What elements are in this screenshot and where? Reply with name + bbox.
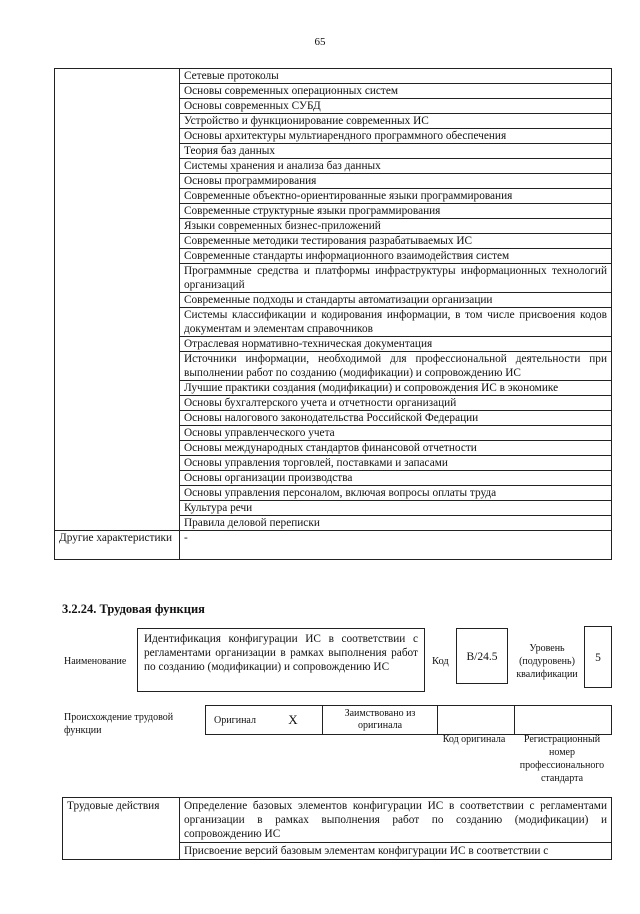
borrowed-label: Заимствовано из оригинала <box>323 706 438 735</box>
original-mark: X <box>264 706 323 735</box>
knowledge-item: Программные средства и платформы инфраструктуры информационных технологий организаций <box>180 264 612 293</box>
original-label: Оригинал <box>206 706 265 735</box>
knowledge-row <box>55 69 612 84</box>
knowledge-item: Современные объектно-ориентированные языки программирования <box>180 189 612 204</box>
section-title: 3.2.24. Трудовая функция <box>62 602 205 616</box>
knowledge-item: Основы программирования <box>180 174 612 189</box>
knowledge-label-cell <box>55 69 180 531</box>
knowledge-item: Основы управленческого учета <box>180 426 612 441</box>
reg-number-caption: Регистрационный номер профессионального стандарта <box>519 734 605 784</box>
other-characteristics-value: - <box>180 531 612 560</box>
knowledge-table <box>54 68 612 560</box>
code-original-caption: Код оригинала <box>442 734 506 745</box>
level-label: Уровень (подуровень) квалификации <box>516 643 578 680</box>
function-code-box: B/24.5 <box>456 628 508 684</box>
knowledge-item: Современные методики тестирования разрабатываемых ИС <box>180 234 612 249</box>
knowledge-item: Основы современных операционных систем <box>180 84 612 99</box>
name-label: Наименование <box>64 656 127 667</box>
function-name-box: Идентификация конфигурации ИС в соответствии с регламентами организации в рамках выполнения работ по созданию (модификации) и сопровождению ИС <box>137 628 425 692</box>
knowledge-item: Основы бухгалтерского учета и отчетности организаций <box>180 396 612 411</box>
knowledge-item: Сетевые протоколы <box>180 69 612 84</box>
origin-label: Происхождение трудовой функции <box>64 712 174 736</box>
actions-label: Трудовые действия <box>63 798 180 860</box>
actions-table <box>62 797 612 860</box>
knowledge-item: Основы управления торговлей, поставками и запасами <box>180 456 612 471</box>
knowledge-item: Основы современных СУБД <box>180 99 612 114</box>
knowledge-item: Источники информации, необходимой для профессиональной деятельности при выполнении работ по созданию (модификации) и сопровождению ИС <box>180 352 612 381</box>
origin-table <box>205 705 612 735</box>
knowledge-item: Лучшие практики создания (модификации) и сопровождения ИС в экономике <box>180 381 612 396</box>
knowledge-item: Основы архитектуры мультиарендного программного обеспечения <box>180 129 612 144</box>
action-item: Определение базовых элементов конфигурации ИС в соответствии с регламентами организации в рамках выполнения работ по созданию (модификации) и сопровождению ИС <box>180 798 612 843</box>
knowledge-item: Современные подходы и стандарты автоматизации организации <box>180 293 612 308</box>
code-label: Код <box>432 656 449 667</box>
knowledge-item: Системы классификации и кодирования информации, в том числе присвоения кодов документам и элементам справочников <box>180 308 612 337</box>
knowledge-item: Основы налогового законодательства Российской Федерации <box>180 411 612 426</box>
origin-reg-cell <box>515 706 612 735</box>
knowledge-item: Современные стандарты информационного взаимодействия систем <box>180 249 612 264</box>
knowledge-item: Отраслевая нормативно-техническая документация <box>180 337 612 352</box>
knowledge-item: Основы управления персоналом, включая вопросы оплаты труда <box>180 486 612 501</box>
origin-code-cell <box>438 706 515 735</box>
knowledge-item: Теория баз данных <box>180 144 612 159</box>
page-number: 65 <box>314 36 326 48</box>
knowledge-item: Основы организации производства <box>180 471 612 486</box>
level-box: 5 <box>584 626 612 688</box>
knowledge-item: Основы международных стандартов финансовой отчетности <box>180 441 612 456</box>
action-row <box>63 798 612 843</box>
other-characteristics-label: Другие характеристики <box>55 531 180 560</box>
knowledge-item: Системы хранения и анализа баз данных <box>180 159 612 174</box>
knowledge-item: Современные структурные языки программирования <box>180 204 612 219</box>
knowledge-item: Правила деловой переписки <box>180 516 612 531</box>
knowledge-item: Культура речи <box>180 501 612 516</box>
knowledge-item: Языки современных бизнес-приложений <box>180 219 612 234</box>
other-characteristics-row <box>55 531 612 560</box>
knowledge-item: Устройство и функционирование современных ИС <box>180 114 612 129</box>
action-item: Присвоение версий базовым элементам конфигурации ИС в соответствии с <box>180 843 612 860</box>
